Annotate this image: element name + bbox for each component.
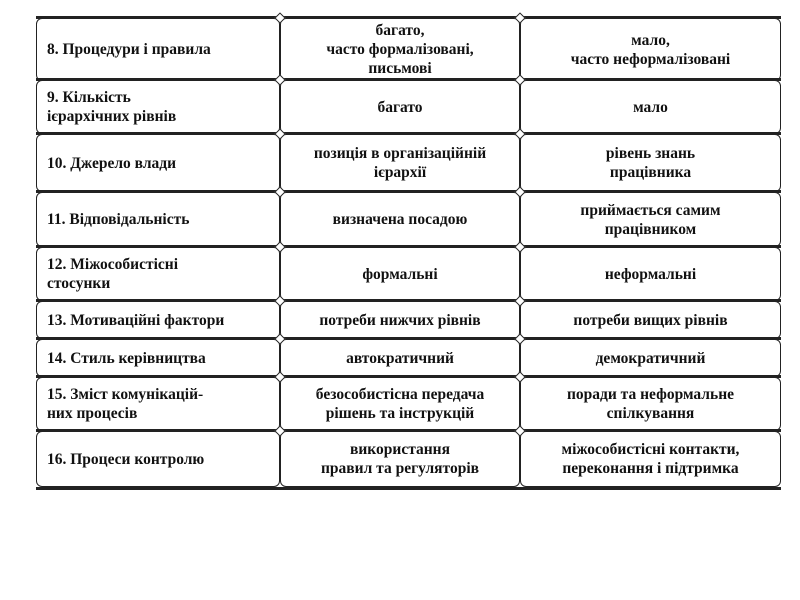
cell-text: 15. Зміст комунікацій- них процесів <box>47 386 204 422</box>
cell-text: поради та неформальне спілкування <box>566 386 735 422</box>
table-row <box>36 339 781 377</box>
cell-text: використання правил та регуляторів <box>320 441 480 477</box>
cell-text: формальні <box>362 265 438 283</box>
comparison-table <box>36 18 781 490</box>
cell-text: мало <box>633 98 668 116</box>
characteristic-cell-2 <box>520 339 781 377</box>
characteristic-cell-2 <box>520 431 781 487</box>
table-bottom-border <box>36 487 781 490</box>
cell-text: міжособистісні контакти, переконання і підтримка <box>561 441 740 477</box>
cell-text: 14. Стиль керівництва <box>47 349 206 367</box>
characteristic-cell-2 <box>520 18 781 81</box>
criterion-cell <box>36 134 280 192</box>
cell-text: рівень знань працівника <box>605 145 696 181</box>
cell-text: автократичний <box>346 349 454 367</box>
cell-text: 16. Процеси контролю <box>47 450 205 468</box>
characteristic-cell-2 <box>520 247 781 301</box>
cell-text: потреби нижчих рівнів <box>319 311 481 329</box>
cell-text: потреби вищих рівнів <box>573 311 728 329</box>
criterion-cell <box>36 377 280 431</box>
criterion-cell <box>36 18 280 81</box>
cell-text: мало, часто неформалізовані <box>570 31 731 68</box>
criterion-cell <box>36 301 280 339</box>
table-row <box>36 377 781 431</box>
table-row <box>36 247 781 301</box>
cell-text: позиція в організаційній ієрархії <box>313 145 487 181</box>
characteristic-cell-1 <box>280 18 520 81</box>
cell-text: багато, часто формалізовані, письмові <box>326 22 474 77</box>
table-row <box>36 192 781 247</box>
characteristic-cell-1 <box>280 192 520 247</box>
cell-text: приймається самим працівником <box>580 201 721 238</box>
criterion-cell <box>36 192 280 247</box>
characteristic-cell-1 <box>280 339 520 377</box>
cell-text: демократичний <box>595 349 706 367</box>
criterion-cell <box>36 431 280 487</box>
cell-text: багато <box>377 98 423 116</box>
characteristic-cell-1 <box>280 377 520 431</box>
criterion-cell <box>36 247 280 301</box>
characteristic-cell-2 <box>520 301 781 339</box>
criterion-cell <box>36 339 280 377</box>
cell-text: безособистісна передача рішень та інструкцій <box>315 386 485 422</box>
cell-text: неформальні <box>604 265 697 283</box>
table-row <box>36 18 781 80</box>
table-row <box>36 134 781 192</box>
characteristic-cell-1 <box>280 301 520 339</box>
cell-text: 9. Кількість ієрархічних рівнів <box>47 89 177 125</box>
cell-text: 8. Процедури і правила <box>47 41 211 58</box>
cell-text: 10. Джерело влади <box>47 154 177 172</box>
characteristic-cell-2 <box>520 377 781 431</box>
characteristic-cell-1 <box>280 247 520 301</box>
characteristic-cell-2 <box>520 134 781 192</box>
characteristic-cell-1 <box>280 134 520 192</box>
cell-text: 11. Відповідальність <box>47 211 190 228</box>
table-row <box>36 431 781 487</box>
table-row <box>36 80 781 134</box>
characteristic-cell-1 <box>280 431 520 487</box>
characteristic-cell-2 <box>520 192 781 247</box>
table-row <box>36 301 781 339</box>
cell-text: визначена посадою <box>332 211 468 228</box>
cell-text: 13. Мотиваційні фактори <box>47 311 225 329</box>
characteristic-cell-2 <box>520 80 781 134</box>
criterion-cell <box>36 80 280 134</box>
characteristic-cell-1 <box>280 80 520 134</box>
cell-text: 12. Міжособистісні стосунки <box>47 256 179 292</box>
